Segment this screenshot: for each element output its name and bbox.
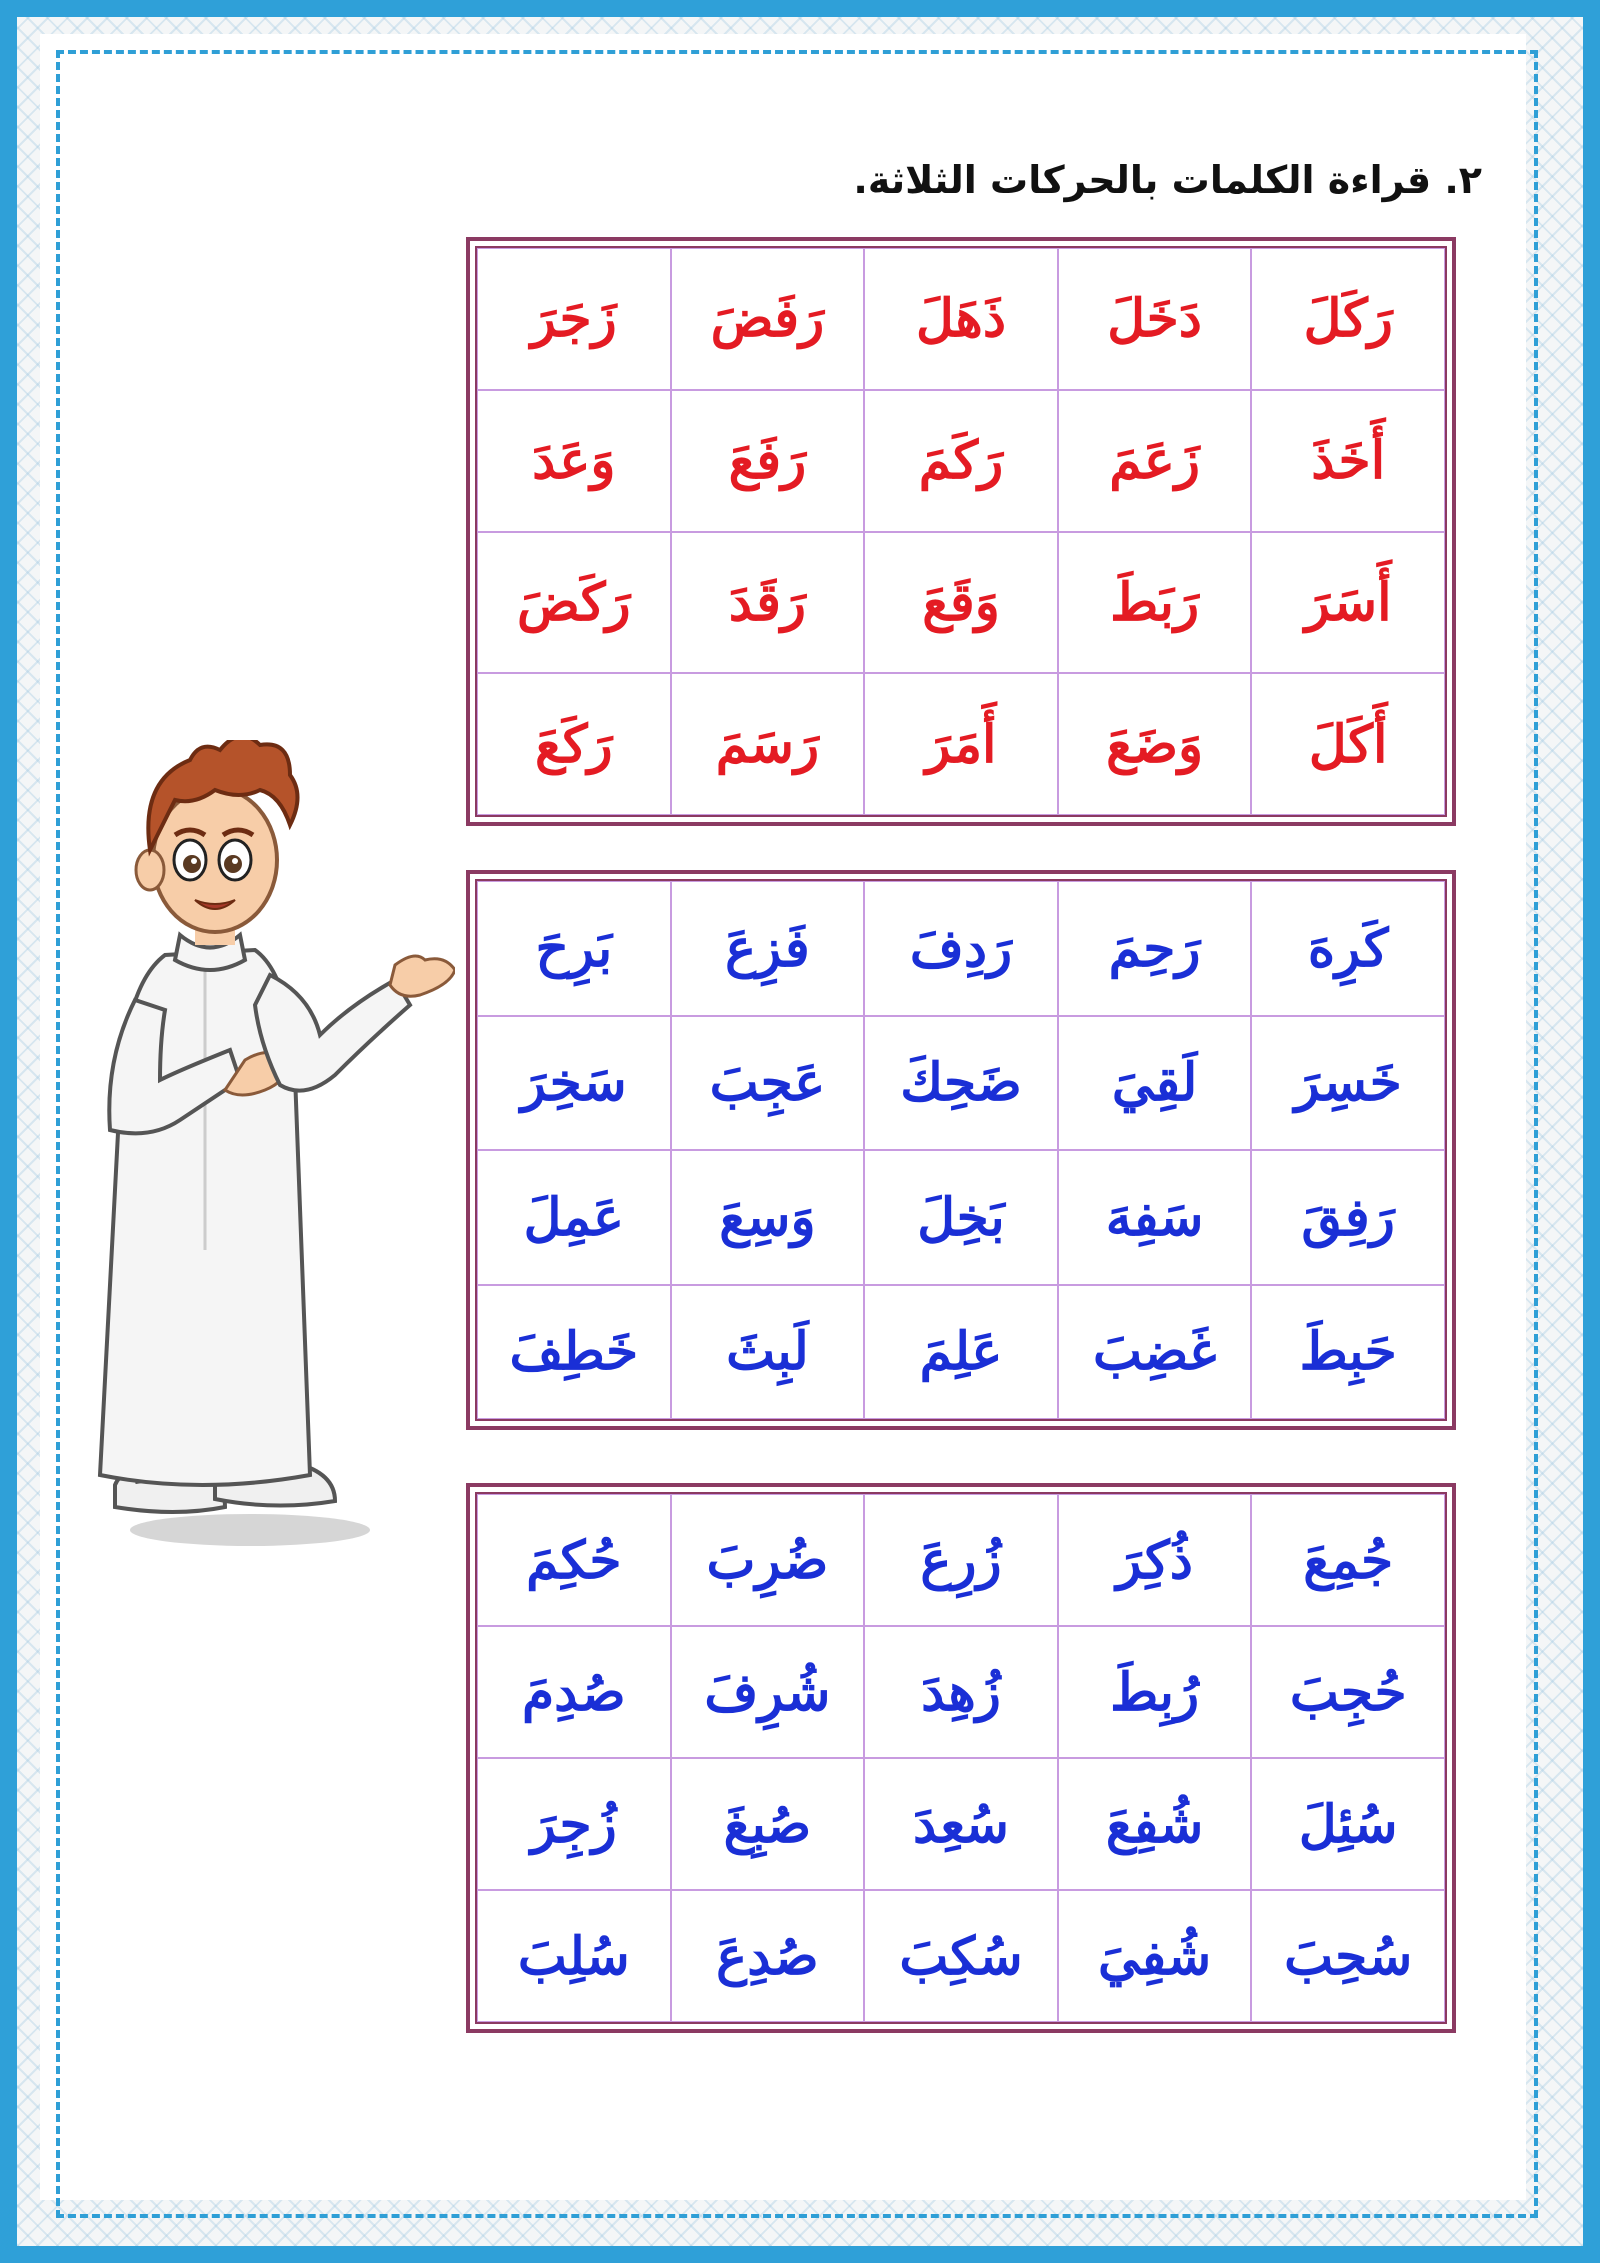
word-cell: ذُكِرَ: [1058, 1494, 1252, 1626]
word-cell: وَقَعَ: [864, 532, 1058, 674]
word-cell: غَضِبَ: [1058, 1285, 1252, 1420]
word-cell: زُهِدَ: [864, 1626, 1058, 1758]
word-cell: أَكَلَ: [1251, 673, 1445, 815]
word-cell: رَفَضَ: [671, 248, 865, 390]
word-cell: حُجِبَ: [1251, 1626, 1445, 1758]
word-cell: عَمِلَ: [477, 1150, 671, 1285]
word-cell: صُدِعَ: [671, 1890, 865, 2022]
word-cell: رَبَطَ: [1058, 532, 1252, 674]
word-cell: عَجِبَ: [671, 1016, 865, 1151]
word-cell: رَحِمَ: [1058, 881, 1252, 1016]
word-cell: لَقِيَ: [1058, 1016, 1252, 1151]
word-cell: زُجِرَ: [477, 1758, 671, 1890]
word-cell: ذَهَلَ: [864, 248, 1058, 390]
word-cell: سُكِبَ: [864, 1890, 1058, 2022]
word-cell: دَخَلَ: [1058, 248, 1252, 390]
word-cell: رَفَعَ: [671, 390, 865, 532]
word-cell: جُمِعَ: [1251, 1494, 1445, 1626]
word-cell: وَسِعَ: [671, 1150, 865, 1285]
word-cell: صُبِغَ: [671, 1758, 865, 1890]
word-cell: رَدِفَ: [864, 881, 1058, 1016]
word-cell: ضَحِكَ: [864, 1016, 1058, 1151]
word-cell: حُكِمَ: [477, 1494, 671, 1626]
word-cell: رَكَضَ: [477, 532, 671, 674]
word-cell: رَكَلَ: [1251, 248, 1445, 390]
word-cell: وَضَعَ: [1058, 673, 1252, 815]
word-cell: سَخِرَ: [477, 1016, 671, 1151]
word-cell: بَخِلَ: [864, 1150, 1058, 1285]
word-cell: زُرِعَ: [864, 1494, 1058, 1626]
word-cell: سُئِلَ: [1251, 1758, 1445, 1890]
page-title: ٢. قراءة الكلمات بالحركات الثلاثة.: [853, 158, 1482, 202]
boy-illustration: [95, 740, 455, 1550]
word-cell: رَفِقَ: [1251, 1150, 1445, 1285]
word-cell: أَسَرَ: [1251, 532, 1445, 674]
word-cell: شُفِيَ: [1058, 1890, 1252, 2022]
word-cell: رَكَمَ: [864, 390, 1058, 532]
word-cell: فَزِعَ: [671, 881, 865, 1016]
word-cell: سُلِبَ: [477, 1890, 671, 2022]
word-cell: زَجَرَ: [477, 248, 671, 390]
words-table-fatha: [466, 237, 1456, 826]
word-cell: خَطِفَ: [477, 1285, 671, 1420]
word-cell: خَسِرَ: [1251, 1016, 1445, 1151]
word-cell: أَخَذَ: [1251, 390, 1445, 532]
word-cell: شُفِعَ: [1058, 1758, 1252, 1890]
word-cell: سُعِدَ: [864, 1758, 1058, 1890]
word-cell: رَقَدَ: [671, 532, 865, 674]
word-cell: وَعَدَ: [477, 390, 671, 532]
word-cell: رَسَمَ: [671, 673, 865, 815]
word-cell: رَكَعَ: [477, 673, 671, 815]
word-cell: لَبِثَ: [671, 1285, 865, 1420]
word-cell: بَرِحَ: [477, 881, 671, 1016]
words-table-damma: [466, 1483, 1456, 2033]
word-cell: رُبِطَ: [1058, 1626, 1252, 1758]
word-cell: أَمَرَ: [864, 673, 1058, 815]
word-cell: سُحِبَ: [1251, 1890, 1445, 2022]
words-table-kasra: [466, 870, 1456, 1430]
word-cell: زَعَمَ: [1058, 390, 1252, 532]
word-cell: عَلِمَ: [864, 1285, 1058, 1420]
word-cell: حَبِطَ: [1251, 1285, 1445, 1420]
word-cell: سَفِهَ: [1058, 1150, 1252, 1285]
word-cell: كَرِهَ: [1251, 881, 1445, 1016]
word-cell: شُرِفَ: [671, 1626, 865, 1758]
word-cell: ضُرِبَ: [671, 1494, 865, 1626]
word-cell: صُدِمَ: [477, 1626, 671, 1758]
